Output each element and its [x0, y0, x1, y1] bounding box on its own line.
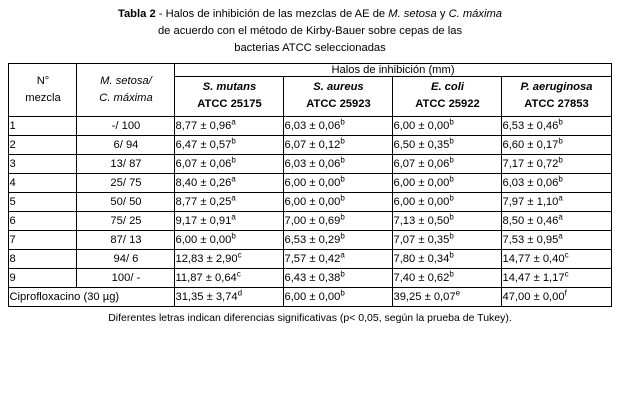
significance-letter: b	[231, 136, 236, 146]
significance-letter: b	[340, 117, 345, 127]
significance-letter: b	[449, 136, 454, 146]
cell-halo-value: 7,80 ± 0,34$^b$	[393, 250, 502, 269]
significance-letter: c	[564, 250, 569, 260]
significance-letter: c	[236, 269, 241, 279]
header-inhibition-halos: Halos de inhibición (mm)	[175, 64, 611, 77]
table-body	[9, 117, 611, 307]
cell-ratio: 94/ 6	[77, 250, 175, 269]
significance-letter: b	[449, 174, 454, 184]
significance-letter: b	[449, 250, 454, 260]
cell-ratio: 13/ 87	[77, 155, 175, 174]
cell-halo-value: 8,40 ± 0,26$^a$	[175, 174, 284, 193]
cell-halo-value: 7,53 ± 0,95$^a$	[502, 231, 611, 250]
cell-halo-value: 6,03 ± 0,06$^b$	[284, 155, 393, 174]
significance-letter: b	[340, 193, 345, 203]
significance-letter: b	[449, 155, 454, 165]
header-strain-1	[284, 77, 393, 117]
table-row	[9, 288, 611, 307]
significance-letter: b	[340, 136, 345, 146]
table-head	[9, 64, 611, 117]
significance-letter: b	[558, 174, 563, 184]
cell-mixture-number: 6	[9, 212, 77, 231]
cell-halo-value: 6,00 ± 0,00$^b$	[284, 193, 393, 212]
cell-mixture-number: Ciprofloxacino (30 µg)	[9, 288, 175, 307]
header-ratio	[77, 64, 175, 117]
header-strain-3-name: P. aeruginosa	[520, 81, 593, 93]
cell-halo-value: 7,13 ± 0,50$^b$	[393, 212, 502, 231]
cell-mixture-number: 5	[9, 193, 77, 212]
caption-line-2: de acuerdo con el método de Kirby-Bauer sobre cepas de las	[157, 25, 463, 37]
cell-halo-value: 6,60 ± 0,17$^b$	[502, 136, 611, 155]
table-row	[9, 250, 611, 269]
cell-mixture-number: 7	[9, 231, 77, 250]
header-strain-0	[175, 77, 284, 117]
significance-letter: b	[340, 269, 345, 279]
cell-halo-value: 31,35 ± 3,74$^d$	[175, 288, 284, 307]
header-strain-2-atcc: ATCC 25922	[415, 98, 480, 110]
cell-ratio: 100/ -	[77, 269, 175, 288]
significance-letter: b	[449, 212, 454, 222]
table-row	[9, 193, 611, 212]
table-number: Tabla 2	[117, 8, 156, 20]
significance-letter: a	[231, 212, 236, 222]
header-strain-3-atcc: ATCC 27853	[524, 98, 589, 110]
cell-halo-value: 6,50 ± 0,35$^b$	[393, 136, 502, 155]
cell-halo-value: 6,00 ± 0,00$^b$	[284, 288, 393, 307]
significance-letter: b	[340, 174, 345, 184]
header-mixture-number	[9, 64, 77, 117]
table-row	[9, 117, 611, 136]
significance-letter: b	[558, 155, 563, 165]
cell-halo-value: 11,87 ± 0,64$^c$	[175, 269, 284, 288]
cell-halo-value: 39,25 ± 0,07$^e$	[393, 288, 502, 307]
table-caption	[18, 6, 602, 57]
cell-halo-value: 6,00 ± 0,00$^b$	[393, 174, 502, 193]
significance-letter: a	[231, 174, 236, 184]
cell-halo-value: 6,03 ± 0,06$^b$	[284, 117, 393, 136]
table-row	[9, 155, 611, 174]
species-m-setosa: M. setosa	[388, 8, 437, 20]
header-mixture-number-line2: mezcla	[25, 92, 61, 104]
cell-halo-value: 6,00 ± 0,00$^b$	[393, 193, 502, 212]
header-strain-2-name: E. coli	[430, 81, 464, 93]
significance-letter: b	[340, 288, 345, 298]
cell-halo-value: 7,07 ± 0,35$^b$	[393, 231, 502, 250]
cell-halo-value: 7,17 ± 0,72$^b$	[502, 155, 611, 174]
cell-halo-value: 6,43 ± 0,38$^b$	[284, 269, 393, 288]
significance-letter: a	[340, 250, 345, 260]
cell-halo-value: 7,40 ± 0,62$^b$	[393, 269, 502, 288]
significance-letter: b	[449, 231, 454, 241]
header-strain-1-name: S. aureus	[313, 81, 364, 93]
cell-halo-value: 6,07 ± 0,12$^b$	[284, 136, 393, 155]
cell-ratio: 75/ 25	[77, 212, 175, 231]
significance-letter: b	[449, 117, 454, 127]
results-table	[8, 63, 611, 307]
cell-halo-value: 6,07 ± 0,06$^b$	[175, 155, 284, 174]
cell-halo-value: 6,00 ± 0,00$^b$	[393, 117, 502, 136]
header-strain-2	[393, 77, 502, 117]
cell-halo-value: 12,83 ± 2,90$^c$	[175, 250, 284, 269]
cell-halo-value: 7,57 ± 0,42$^a$	[284, 250, 393, 269]
table-row	[9, 174, 611, 193]
cell-ratio: 87/ 13	[77, 231, 175, 250]
table-footnote: Diferentes letras indican diferencias significativas (p< 0,05, según la prueba de Tukey).	[108, 312, 512, 324]
cell-mixture-number: 3	[9, 155, 77, 174]
cell-halo-value: 9,17 ± 0,91$^a$	[175, 212, 284, 231]
cell-ratio: 50/ 50	[77, 193, 175, 212]
table-row	[9, 269, 611, 288]
cell-halo-value: 14,77 ± 0,40$^c$	[502, 250, 611, 269]
cell-halo-value: 6,03 ± 0,06$^b$	[502, 174, 611, 193]
header-strain-1-atcc: ATCC 25923	[306, 98, 371, 110]
significance-letter: b	[449, 269, 454, 279]
cell-halo-value: 6,00 ± 0,00$^b$	[284, 174, 393, 193]
cell-mixture-number: 1	[9, 117, 77, 136]
caption-line-1	[18, 6, 602, 23]
cell-halo-value: 6,07 ± 0,06$^b$	[393, 155, 502, 174]
cell-halo-value: 6,47 ± 0,57$^b$	[175, 136, 284, 155]
cell-mixture-number: 9	[9, 269, 77, 288]
significance-letter: b	[558, 136, 563, 146]
cell-halo-value: 7,97 ± 1,10$^a$	[502, 193, 611, 212]
cell-halo-value: 7,00 ± 0,69$^b$	[284, 212, 393, 231]
significance-letter: c	[564, 269, 569, 279]
cell-halo-value: 47,00 ± 0,00$^f$	[502, 288, 611, 307]
significance-letter: a	[558, 193, 563, 203]
cell-halo-value: 8,77 ± 0,25$^a$	[175, 193, 284, 212]
cell-mixture-number: 2	[9, 136, 77, 155]
table-row	[9, 212, 611, 231]
significance-letter: b	[231, 231, 236, 241]
significance-letter: a	[558, 231, 563, 241]
cell-mixture-number: 8	[9, 250, 77, 269]
significance-letter: b	[340, 212, 345, 222]
significance-letter: b	[558, 117, 563, 127]
significance-letter: b	[340, 231, 345, 241]
significance-letter: b	[340, 155, 345, 165]
significance-letter: d	[237, 288, 243, 298]
cell-ratio: -/ 100	[77, 117, 175, 136]
significance-letter: c	[237, 250, 242, 260]
cell-halo-value: 6,53 ± 0,29$^b$	[284, 231, 393, 250]
significance-letter: a	[558, 212, 563, 222]
cell-ratio: 6/ 94	[77, 136, 175, 155]
header-strain-0-atcc: ATCC 25175	[197, 98, 262, 110]
significance-letter: f	[564, 288, 567, 298]
caption-text-a: - Halos de inhibición de las mezclas de AE de	[155, 8, 389, 20]
significance-letter: a	[231, 117, 236, 127]
caption-text-b: y	[436, 8, 449, 20]
header-row-group	[9, 64, 611, 77]
cell-ratio: 25/ 75	[77, 174, 175, 193]
caption-line-3: bacterias ATCC seleccionadas	[234, 42, 386, 54]
significance-letter: b	[449, 193, 454, 203]
header-strain-3	[502, 77, 611, 117]
significance-letter: e	[455, 288, 461, 298]
cell-halo-value: 6,00 ± 0,00$^b$	[175, 231, 284, 250]
cell-halo-value: 6,53 ± 0,46$^b$	[502, 117, 611, 136]
species-c-maxima: C. máxima	[448, 8, 503, 20]
cell-mixture-number: 4	[9, 174, 77, 193]
header-mixture-number-line1: N°	[36, 75, 50, 87]
table-row	[9, 231, 611, 250]
header-ratio-line2: C. máxima	[99, 92, 153, 104]
cell-halo-value: 8,50 ± 0,46$^a$	[502, 212, 611, 231]
header-ratio-line1: M. setosa/	[100, 75, 152, 87]
significance-letter: a	[231, 193, 236, 203]
significance-letter: b	[231, 155, 236, 165]
header-strain-0-name: S. mutans	[202, 81, 257, 93]
cell-halo-value: 14,47 ± 1,17$^c$	[502, 269, 611, 288]
table-row	[9, 136, 611, 155]
cell-halo-value: 8,77 ± 0,96$^a$	[175, 117, 284, 136]
